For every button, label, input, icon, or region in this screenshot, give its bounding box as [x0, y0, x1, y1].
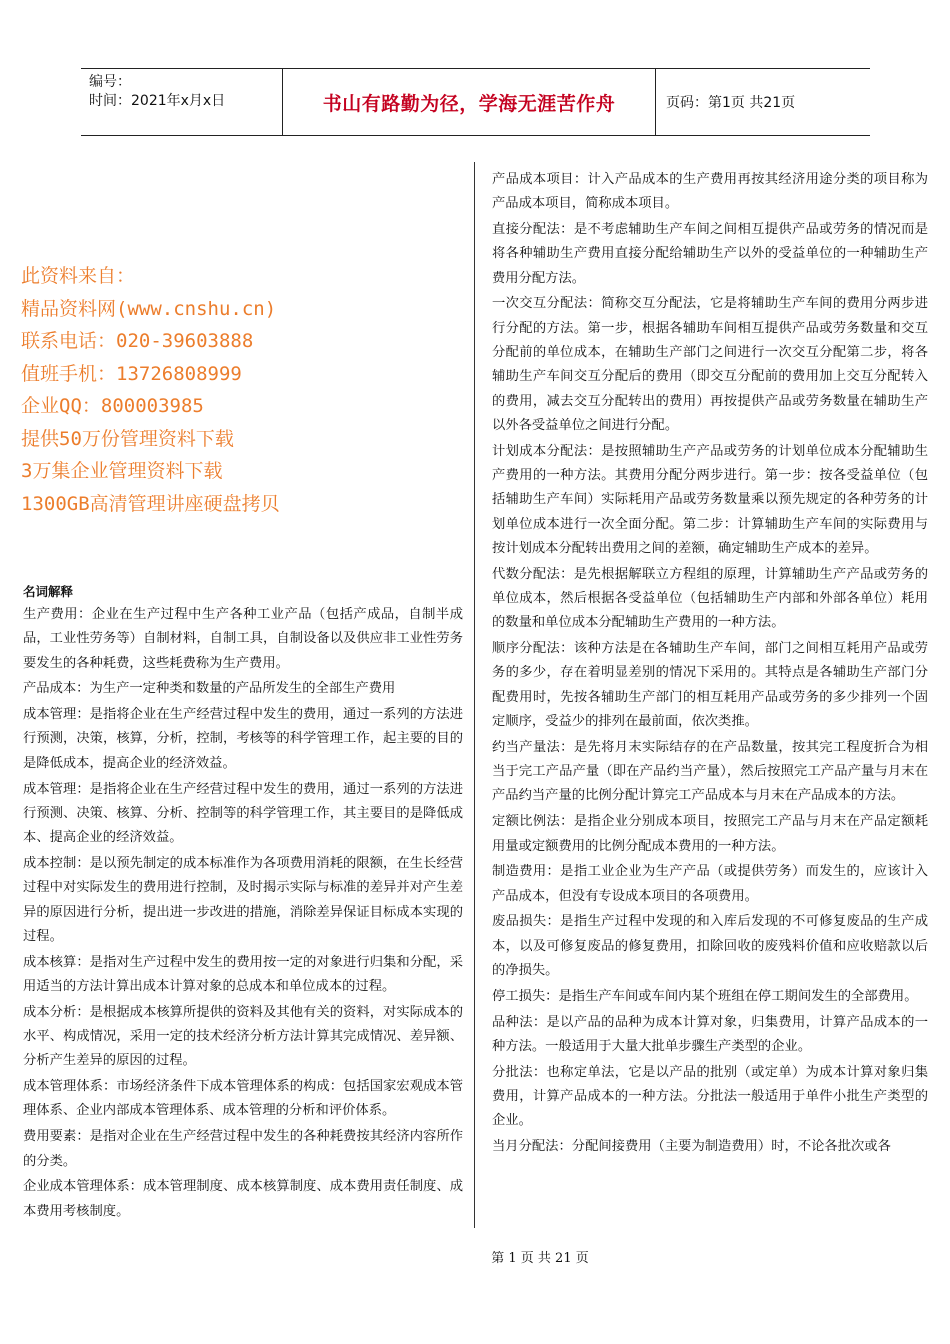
term-paragraph: 成本控制：是以预先制定的成本标准作为各项费用消耗的限额，在生长经营过程中对实际发生的费用进行控制，及时揭示实际与标准的差异并对产生差异的原因进行分析，提出进一步改进的措施，消除差异保证目标成本实现的过程。 [23, 855, 463, 944]
term-paragraph: 成本核算：是指对生产过程中发生的费用按一定的对象进行归集和分配，采用适当的方法计算出成本计算对象的总成本和单位成本的过程。 [23, 954, 463, 994]
header-page-cell [656, 69, 870, 135]
header-motto: 书山有路勤为径，学海无涯苦作舟 [322, 92, 616, 115]
term-paragraph: 当月分配法：分配间接费用（主要为制造费用）时，不论各批次或各 [492, 1139, 891, 1155]
term-paragraph: 费用要素：是指对企业在生产经营过程中发生的各种耗费按其经济内容所作的分类。 [23, 1129, 463, 1169]
term-paragraph: 成本管理：是指将企业在生产经营过程中发生的费用，通过一系列的方法进行预测，决策，核算，分析，控制，考核等的科学管理工作，起主要的目的是降低成本，提高企业的经济效益。 [23, 707, 463, 771]
promo-line: 3万集企业管理资料下载 [21, 460, 223, 482]
term-paragraph: 产品成本项目：计入产品成本的生产费用再按其经济用途分类的项目称为产品成本项目，简称成本项目。 [492, 172, 928, 212]
section-title: 名词解释 [23, 584, 74, 599]
right-column [492, 168, 928, 1161]
promo-line: 联系电话：020-39603888 [21, 330, 254, 352]
header-meta [81, 69, 282, 135]
promo-line: 企业QQ：800003985 [21, 395, 204, 417]
column-divider [474, 162, 475, 1228]
promo-line: 1300GB高清管理讲座硬盘拷贝 [21, 492, 280, 515]
term-paragraph: 代数分配法：是先根据解联立方程组的原理，计算辅助生产产品或劳务的单位成本，然后根据各受益单位（包括辅助生产内部和外部各单位）耗用的数量和单位成本分配辅助生产费用的一种方法。 [492, 566, 928, 631]
footer-page-number: 第 1 页 共 21 页 [491, 1251, 589, 1266]
term-paragraph: 成本管理体系：市场经济条件下成本管理体系的构成：包括国家宏观成本管理体系、企业内部成本管理体系、成本管理的分析和评价体系。 [23, 1079, 463, 1119]
term-paragraph: 生产费用：企业在生产过程中生产各种工业产品（包括产成品，自制半成品，工业性劳务等）自制材料，自制工具，自制设备以及供应非工业性劳务要发生的各种耗费，这些耗费称为生产费用。 [23, 607, 463, 671]
term-paragraph: 一次交互分配法：简称交互分配法，它是将辅助生产车间的费用分两步进行分配的方法。第一步，根据各辅助车间相互提供产品或劳务数量和交互分配前的单位成本，在辅助生产部门之间进行一次交互分配第二步，将各辅助生产车间交互分配后的费用（即交互分配前的费用加上交互分配转入的费用，减去交互分配转出的费用）再按提供产品或劳务数量在辅助生产以外各受益单位之间进行分配。 [492, 296, 928, 433]
left-column [23, 581, 463, 1225]
document-date-label: 时间：2021年x月x日 [89, 93, 226, 109]
promo-line: 提供50万份管理资料下载 [21, 427, 234, 450]
page-footer [0, 1247, 950, 1266]
header-motto-cell [282, 69, 656, 135]
term-paragraph: 成本管理：是指将企业在生产经营过程中发生的费用，通过一系列的方法进行预测、决策、核算、分析、控制等的科学管理工作，其主要目的是降低成本、提高企业的经济效益。 [23, 781, 463, 846]
promo-line: 值班手机：13726808999 [21, 362, 242, 385]
header-page-number: 页码：第1页 共21页 [666, 95, 796, 111]
term-paragraph: 成本分析：是根据成本核算所提供的资料及其他有关的资料，对实际成本的水平、构成情况，采用一定的技术经济分析方法计算其完成情况、差异额、分析产生差异的原因的过程。 [23, 1004, 463, 1069]
page-header [81, 68, 870, 136]
term-paragraph: 定额比例法：是指企业分别成本项目，按照完工产品与月末在产品定额耗用量或定额费用的比例分配成本费用的一种方法。 [492, 814, 928, 854]
term-paragraph: 制造费用：是指工业企业为生产产品（或提供劳务）而发生的，应该计入产品成本，但没有专设成本项目的各项费用。 [492, 864, 928, 904]
term-paragraph: 企业成本管理体系：成本管理制度、成本核算制度、成本费用责任制度、成本费用考核制度。 [23, 1179, 463, 1219]
term-paragraph: 品种法：是以产品的品种为成本计算对象，归集费用，计算产品成本的一种方法。一般适用于大量大批单步骤生产类型的企业。 [492, 1014, 928, 1054]
term-paragraph: 停工损失：是指生产车间或车间内某个班组在停工期间发生的全部费用。 [492, 988, 918, 1004]
promo-line: 此资料来自： [21, 265, 136, 287]
term-paragraph: 顺序分配法：该种方法是在各辅助生产车间，部门之间相互耗用产品或劳务的多少，存在着明显差别的情况下采用的。其特点是各辅助生产部门分配费用时，先按各辅助生产部门的相互耗用产品或劳务的多少排列一个固定顺序，受益少的排列在最前面，依次类推。 [492, 641, 928, 730]
term-paragraph: 约当产量法：是先将月末实际结存的在产品数量，按其完工程度折合为相当于完工产品产量（即在产品约当产量），然后按照完工产品产量与月末在产品约当产量的比例分配计算完工产品成本与月末在产品成本的方法。 [492, 739, 928, 804]
document-number-label: 编号： [89, 74, 131, 90]
term-paragraph: 分批法：也称定单法，它是以产品的批别（或定单）为成本计算对象归集费用，计算产品成本的一种方法。分批法一般适用于单件小批生产类型的企业。 [492, 1064, 928, 1129]
term-paragraph: 废品损失：是指生产过程中发现的和入库后发现的不可修复废品的生产成本，以及可修复废品的修复费用，扣除回收的废残料价值和应收赔款以后的净损失。 [492, 914, 928, 978]
term-paragraph: 计划成本分配法：是按照辅助生产产品或劳务的计划单位成本分配辅助生产费用的一种方法。其费用分配分两步进行。第一步：按各受益单位（包括辅助生产车间）实际耗用产品或劳务数量乘以预先规定的各种劳务的计划单位成本进行一次全面分配。第二步：计算辅助生产车间的实际费用与按计划成本分配转出费用之间的差额，确定辅助生产成本的差异。 [492, 443, 928, 556]
term-paragraph: 直接分配法：是不考虑辅助生产车间之间相互提供产品或劳务的情况而是将各种辅助生产费用直接分配给辅助生产以外的受益单位的一种辅助生产费用分配方法。 [492, 222, 928, 286]
promo-block [21, 260, 441, 520]
term-paragraph: 产品成本：为生产一定种类和数量的产品所发生的全部生产费用 [23, 681, 396, 697]
promo-line: 精品资料网(www.cnshu.cn) [21, 297, 277, 320]
